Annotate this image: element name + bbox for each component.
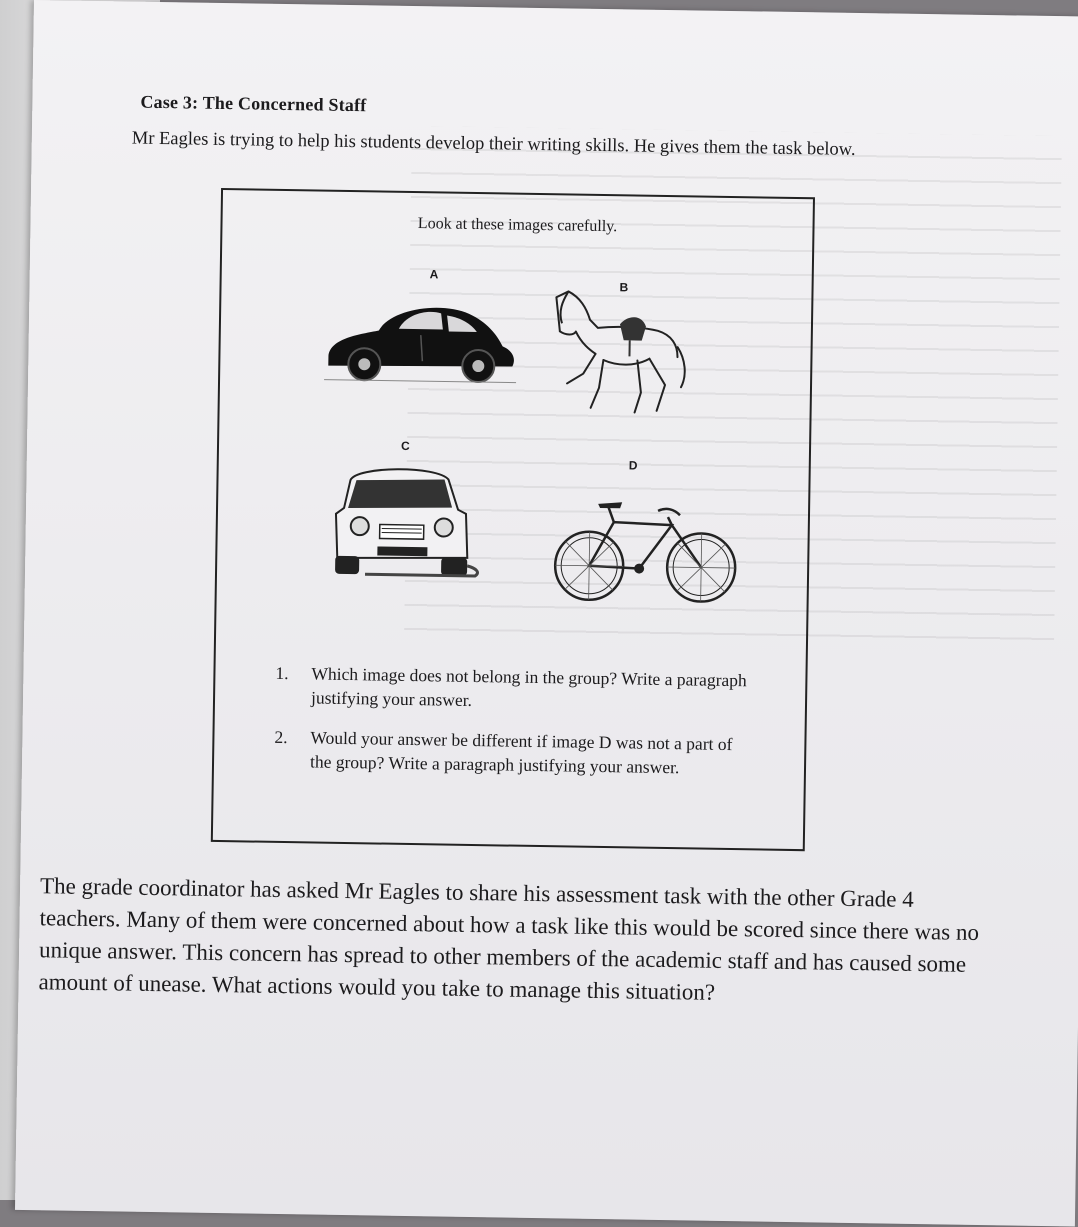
question-2-text: Would your answer be different if image D was not a part of the group? Write a paragraph justifying your answer.	[310, 727, 733, 777]
question-1-number: 1.	[275, 661, 289, 685]
scenario-paragraph: The grade coordinator has asked Mr Eagles to share his assessment task with the other Grade 4 teachers. Many of them were concerned about how a task like this would be scored since there was no unique answer. This concern has spread to other members of the academic staff and has caused some amount of unease. What actions would you take to manage this situation?	[38, 870, 980, 1013]
image-label-d: D	[629, 458, 638, 472]
question-2-number: 2.	[274, 725, 288, 749]
question-1	[275, 661, 756, 717]
question-list	[274, 661, 756, 797]
mini-car-icon	[325, 460, 487, 582]
case-intro: Mr Eagles is trying to help his students develop their writing skills. He gives them the task below.	[132, 126, 922, 165]
horse-icon	[545, 287, 697, 419]
task-box	[211, 188, 815, 851]
document-page	[15, 0, 1078, 1227]
task-heading: Look at these images carefully.	[222, 212, 812, 239]
case-title: Case 3: The Concerned Staff	[140, 92, 366, 117]
bicycle-icon	[549, 493, 746, 611]
image-label-c: C	[401, 439, 410, 453]
image-label-a: A	[430, 267, 439, 281]
question-2	[274, 725, 755, 781]
image-label-b: B	[619, 280, 628, 294]
car-icon	[320, 294, 521, 387]
question-1-text: Which image does not belong in the group? Write a paragraph justifying your answer.	[311, 663, 747, 710]
